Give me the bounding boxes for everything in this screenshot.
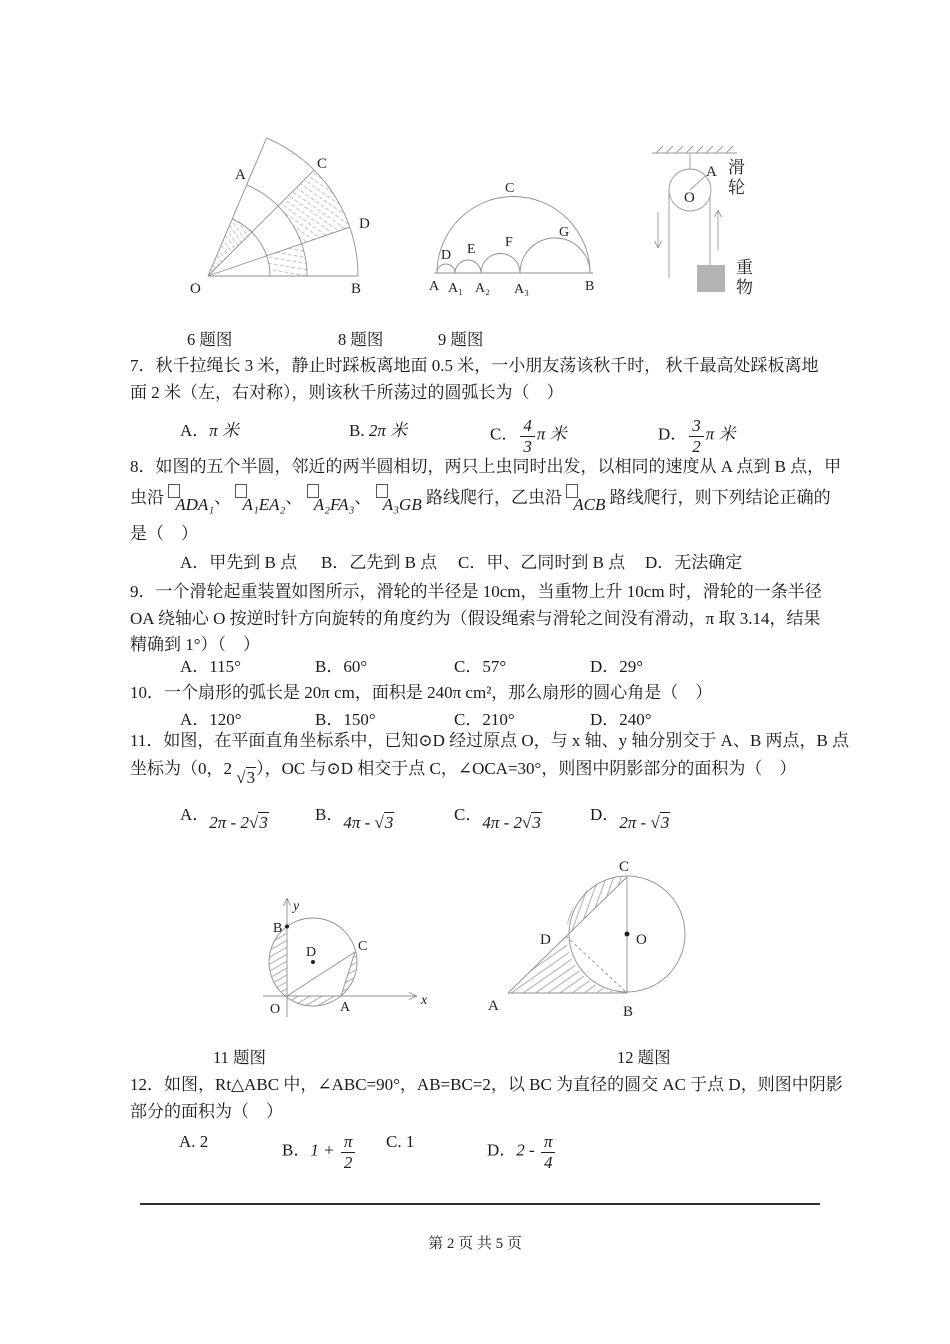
q11-option-a: A．2π - 2√3 [180,805,268,832]
fig11-label-x-axis: x [421,993,428,1008]
q8-option-a: A．甲先到 B 点 [180,553,298,572]
q7-option-b: B. 2π 米 [349,421,408,440]
sqrt-expression: √3 [236,768,256,787]
fig8-label-a1: A₁ [448,281,463,296]
q12-option-b: B．1 + $\frac{\pi}{2}$ [282,1132,357,1172]
q11-line-2: 坐标为（0，2 √3），OC 与⊙D 相交于点 C，∠OCA=30°，则图中阴影部分的面积为（ ） [130,756,830,782]
fig8-semicircles-diagram [415,178,615,300]
q7-option-d: D． $\frac{3}{2}$ π 米 [658,416,736,456]
q7-option-c: C． $\frac{4}{3}$ π 米 [490,416,567,456]
q8-arc-path-yi: ACB [566,488,605,507]
fig6-label-o: O [190,281,201,297]
fig6-label-b: B [351,281,362,297]
fig12-label-d: D [540,932,551,948]
fig8-label-g: G [559,225,570,240]
fig6-fan-sector-diagram [165,125,375,303]
page-number: 第 2 页 共 5 页 [428,1236,522,1252]
q7-line-2: 面 2 米（左，右对称），则该秋千所荡过的圆弧长为（ ） [130,383,564,402]
q10-option-b: B．150° [315,710,376,729]
fig12-label-a: A [488,998,499,1014]
q8-line-1: 8．如图的五个半圆，邻近的两半圆相切，两只上虫同时出发，以相同的速度从 A 点到 B 点，甲 [130,457,842,476]
fig6-label-d: D [359,216,370,232]
q11-option-b: B．4π - √3 [315,805,394,832]
fig9-label-pulley: 滑轮 [725,158,744,198]
q12-line-2: 部分的面积为（ ） [130,1102,283,1121]
q8-option-c: C．甲、乙同时到 B 点 [458,553,626,572]
fig11-label-o: O [270,1002,281,1017]
fig6-label-a: A [235,167,246,183]
fig9-caption: 9 题图 [438,330,484,349]
fig8-label-c: C [505,181,515,196]
fig11-label-a: A [340,1000,351,1015]
fig8-label-a3: A₃ [514,282,529,297]
q7-line-1: 7．秋千拉绳长 3 米，静止时踩板离地面 0.5 米，一小朋友荡该秋千时， 秋千最高处踩板离地 [130,356,819,375]
q9-option-b: B．60° [315,657,368,676]
q8-arc-path-3: A₂FA₃ [307,488,355,507]
q11-line-1: 11．如图，在平面直角坐标系中，已知⊙D 经过原点 O，与 x 轴、y 轴分别交于 A、B 两点，B 点 [130,731,850,750]
q10-option-a: A．120° [180,710,242,729]
q11-option-d: D．2π - √3 [590,805,670,832]
q10-line-1: 10．一个扇形的弧长是 20π cm，面积是 240π cm²，那么扇形的圆心角是（ ） [130,683,713,702]
fig8-caption: 8 题图 [338,330,384,349]
q9-line-2: OA 绕轴心 O 按逆时针方向旋转的角度约为（假设绳索与滑轮之间没有滑动，π 取 3.14，结果 [130,609,821,628]
fig11-coordinate-circle-diagram [230,860,440,1050]
fig9-pulley-diagram [640,140,820,310]
q8-arc-path-1: ADA₁ [168,488,214,507]
q7-option-a: A．π 米 [180,421,240,440]
fig12-label-b: B [623,1004,634,1020]
q12-option-d: D．2 - $\frac{\pi}{4}$ [487,1132,557,1172]
q11-options [130,800,830,846]
fig6-label-c: C [317,156,328,172]
fig9-weight-block [697,265,725,292]
q8-line-2: 虫沿 ADA₁、 A₁EA₂、 A₂FA₃、 A₃GB 路线爬行，乙虫沿 ACB 路线爬行，则下列结论正确的 [130,484,830,511]
q12-options [130,1132,830,1178]
q9-line-1: 9．一个滑轮起重装置如图所示，滑轮的半径是 10cm，当重物上升 10cm 时，滑轮的一条半径 [130,582,822,601]
q10-option-d: D．240° [590,710,652,729]
q12-option-c: C. 1 [386,1132,415,1151]
q8-arc-path-4: A₃GB [376,488,422,507]
fig9-label-weight: 重物 [733,258,752,298]
fig12-label-o: O [636,932,647,948]
fig11-label-c: C [358,939,368,954]
q10-option-c: C．210° [454,710,515,729]
fig8-label-a2: A₂ [475,281,490,296]
fig9-label-o: O [684,190,695,206]
fig11-label-d: D [306,945,317,960]
fig11-caption: 11 题图 [213,1048,267,1067]
fig8-label-f: F [505,235,513,250]
fig12-caption: 12 题图 [617,1048,671,1067]
fig8-label-d: D [441,248,452,263]
fig8-label-b: B [585,279,595,294]
footer-divider [140,1203,820,1205]
q8-option-b: B．乙先到 B 点 [321,553,438,572]
q8-option-d: D．无法确定 [645,553,743,572]
q9-option-a: A．115° [180,657,241,676]
q12-line-1: 12．如图，Rt△ABC 中，∠ABC=90°，AB=BC=2，以 BC 为直径的圆交 AC 于点 D，则图中阴影 [130,1075,843,1094]
fig8-label-a: A [429,279,440,294]
fig6-caption: 6 题图 [187,330,233,349]
q8-arc-path-2: A₁EA₂ [235,488,285,507]
q8-line-3: 是（ ） [130,524,198,543]
q11-option-c: C．4π - 2√3 [454,805,541,832]
fig12-circle-triangle-diagram [480,850,760,1025]
q9-line-3: 精确到 1°）（ ） [130,635,261,654]
fig11-label-y-axis: y [293,899,300,914]
fig8-label-e: E [467,242,476,257]
q12-option-a: A. 2 [179,1132,209,1151]
q9-option-c: C．57° [454,657,507,676]
fig9-label-a: A [706,164,717,180]
q9-option-d: D．29° [590,657,644,676]
fig11-label-b: B [273,921,283,936]
fig12-label-c: C [619,859,630,875]
